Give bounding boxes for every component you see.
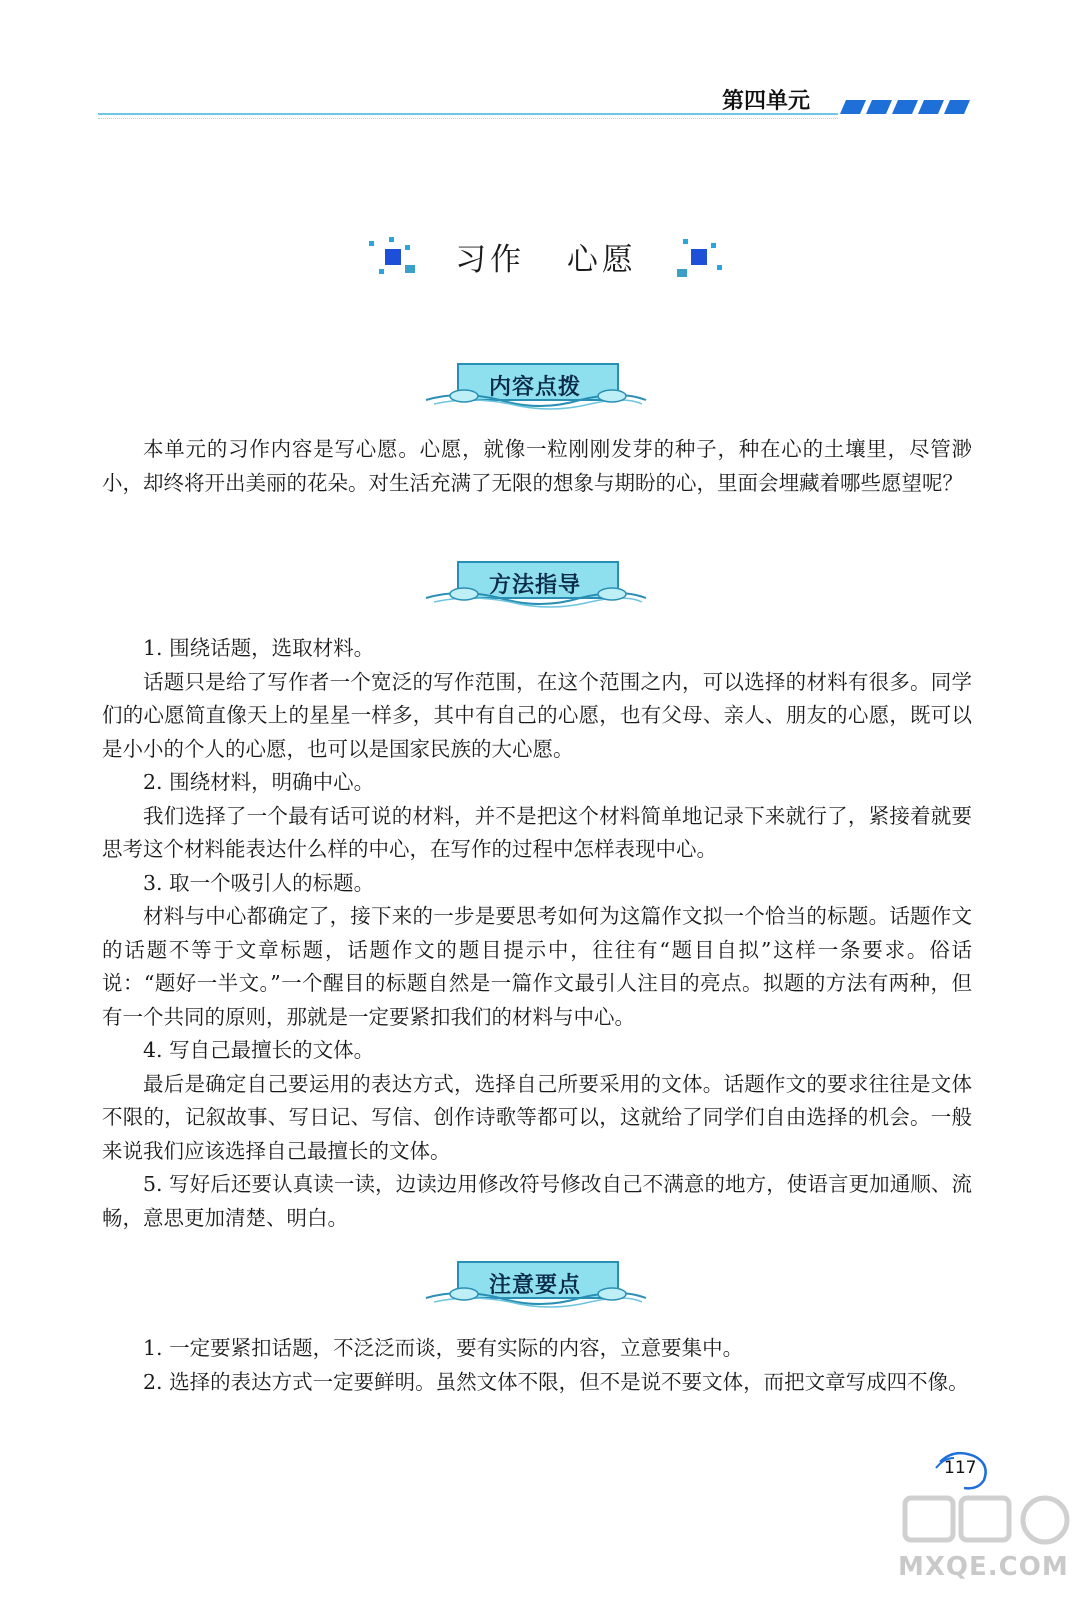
- method-body: [102, 632, 972, 1235]
- content-body: [102, 433, 972, 500]
- header-rule-dotted: [98, 118, 838, 119]
- section-banner-method: [420, 558, 670, 620]
- paragraph: 本单元的习作内容是写心愿。心愿，就像一粒刚刚发芽的种子，种在心的土壤里，尽管渺小，却终将开出美丽的花朵。对生活充满了无限的想象与期盼的心，里面会埋藏着哪些愿望呢？: [102, 437, 972, 495]
- page-title: [0, 234, 1092, 279]
- page-number: 117: [944, 1458, 977, 1478]
- paragraph: 3. 取一个吸引人的标题。: [143, 870, 375, 895]
- section-heading: 内容点拨: [488, 375, 581, 400]
- paragraph: 材料与中心都确定了，接下来的一步是要思考如何为这篇作文拟一个恰当的标题。话题作文的话题不等于文章标题，话题作文的题目提示中，往往有“题目自拟”这样一条要求。俗话说：“题好一半文。”一个醒目的标题自然是一篇作文最引人注目的亮点。拟题的方法有两种，但有一个共同的原则，那就是一定要紧扣我们的材料与中心。: [102, 904, 972, 1029]
- pixel-decoration-right-icon: [665, 235, 727, 279]
- paragraph: 最后是确定自己要运用的表达方式，选择自己所要采用的文体。话题作文的要求往往是文体不限的，记叙故事、写日记、写信、创作诗歌等都可以，这就给了同学们自由选择的机会。一般来说我们应该选择自己最擅长的文体。: [102, 1071, 972, 1163]
- title-right: 心愿: [566, 242, 637, 278]
- paragraph: 2. 选择的表达方式一定要鲜明。虽然文体不限，但不是说不要文体，而把文章写成四不像。: [143, 1369, 969, 1394]
- unit-label: 第四单元: [722, 89, 811, 114]
- section-heading: 方法指导: [488, 573, 581, 598]
- section-banner-content: [420, 360, 670, 422]
- paragraph: 5. 写好后还要认真读一读，边读边用修改符号修改自己不满意的地方，使语言更加通顺、流畅，意思更加清楚、明白。: [102, 1172, 972, 1230]
- section-banner-notes: [420, 1258, 670, 1320]
- notes-body: [102, 1332, 972, 1399]
- paragraph: 4. 写自己最擅长的文体。: [143, 1038, 375, 1062]
- paragraph: 1. 围绕话题，选取材料。: [143, 636, 375, 660]
- paragraph: 1. 一定要紧扣话题，不泛泛而谈，要有实际的内容，立意要集中。: [143, 1336, 744, 1360]
- paragraph: 话题只是给了写作者一个宽泛的写作范围，在这个范围之内，可以选择的材料有很多。同学们的心愿简直像天上的星星一样多，其中有自己的心愿，也有父母、亲人、朋友的心愿，既可以是小小的个人的心愿，也可以是国家民族的大心愿。: [102, 669, 972, 761]
- header-stripes-decoration: [836, 96, 972, 118]
- paragraph: 2. 围绕材料，明确中心。: [143, 770, 375, 794]
- pixel-decoration-left-icon: [365, 235, 427, 279]
- paragraph: 我们选择了一个最有话可说的材料，并不是把这个材料简单地记录下来就行了，紧接着就要思考这个材料能表达什么样的中心，在写作的过程中怎样表现中心。: [102, 803, 972, 861]
- title-left: 习作: [455, 242, 526, 278]
- watermark-text: MXQE.COM: [898, 1552, 1069, 1582]
- section-heading: 注意要点: [488, 1273, 581, 1298]
